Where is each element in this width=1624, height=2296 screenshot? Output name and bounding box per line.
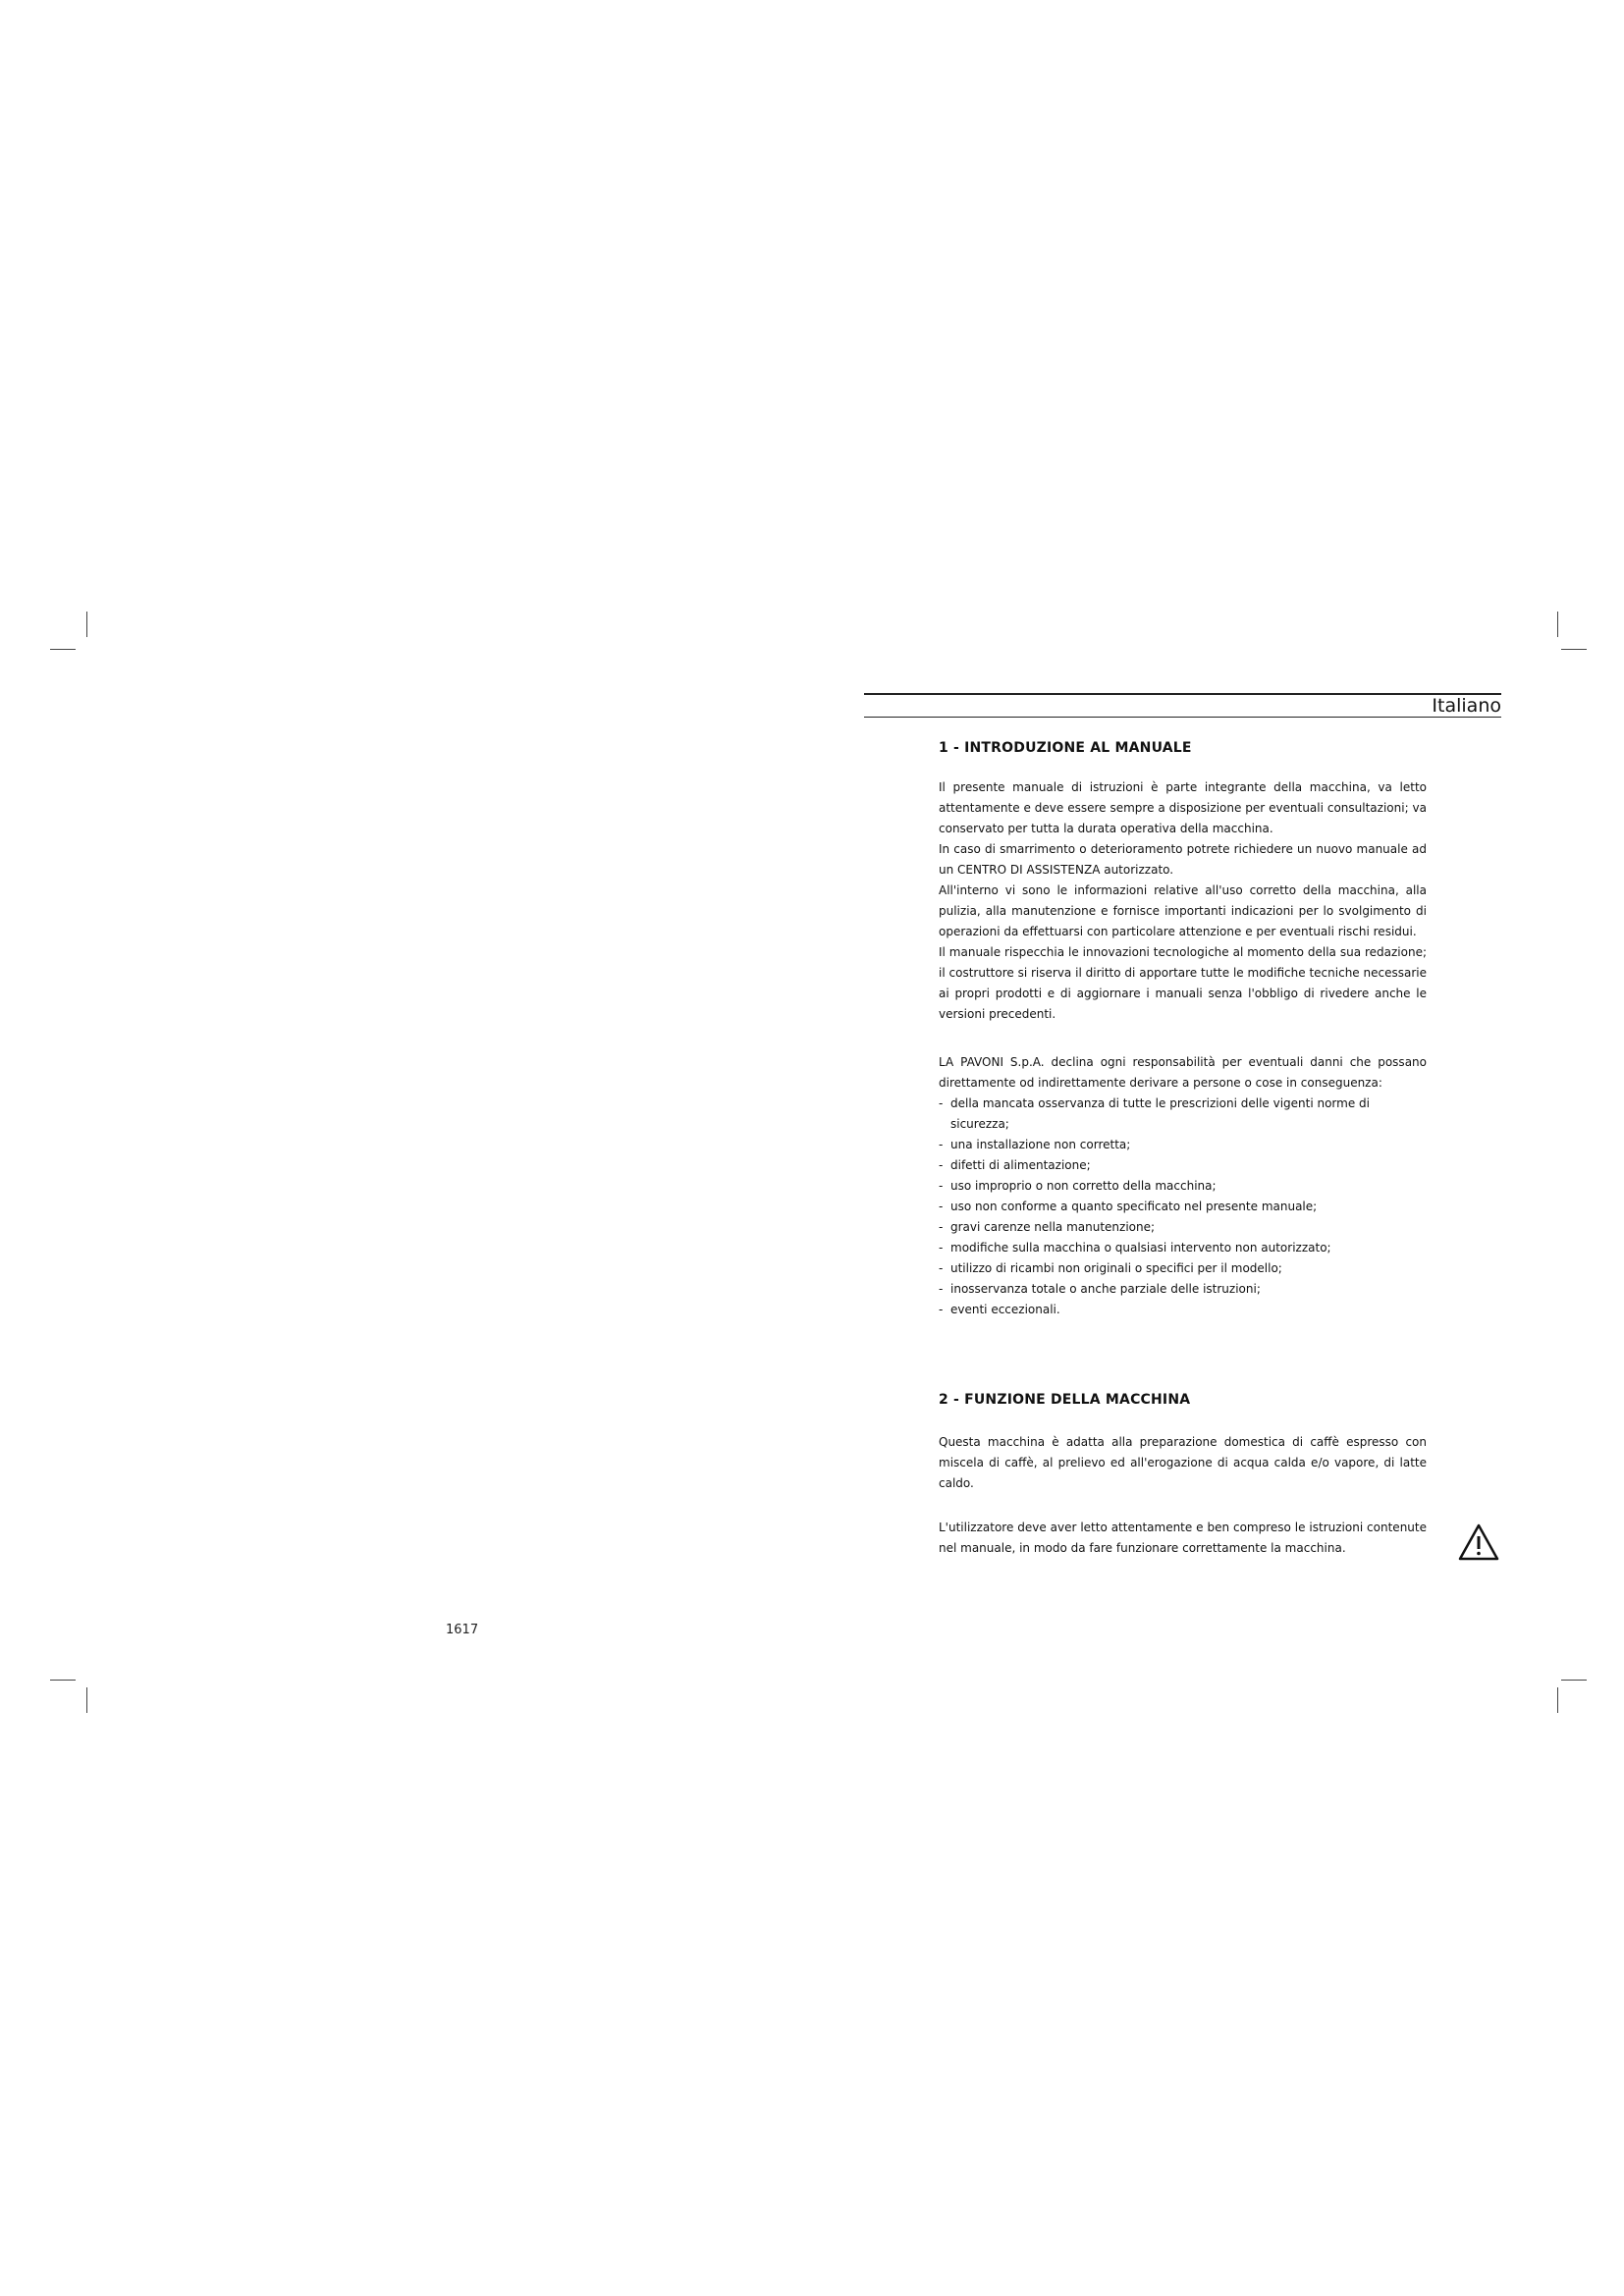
crop-mark xyxy=(50,1680,76,1681)
crop-mark xyxy=(86,612,87,637)
paragraph: All'interno vi sono le informazioni relative all'uso corretto della macchina, alla pulizia, alla manutenzione e fornisce importanti indicazioni per lo svolgimento di operazioni da effettuarsi con particolare attenzione e per eventuali rischi residui. xyxy=(939,883,1427,938)
header-rule-bottom xyxy=(864,717,1501,718)
header-rule xyxy=(864,693,1501,695)
list-item: - utilizzo di ricambi non originali o specifici per il modello; xyxy=(939,1258,1427,1279)
crop-mark xyxy=(1557,612,1558,637)
language-label: Italiano xyxy=(1432,695,1501,717)
list-item: - uso non conforme a quanto specificato nel presente manuale; xyxy=(939,1197,1427,1217)
list-item: - una installazione non corretta; xyxy=(939,1135,1427,1155)
section-1-title: 1 - INTRODUZIONE AL MANUALE xyxy=(939,740,1192,756)
warning-triangle-icon xyxy=(1457,1522,1500,1562)
section-2-title: 2 - FUNZIONE DELLA MACCHINA xyxy=(939,1392,1191,1408)
crop-mark xyxy=(1561,1680,1587,1681)
disclaimer-paragraph: LA PAVONI S.p.A. declina ogni responsabilità per eventuali danni che possano direttamente od indirettamente derivare a persone o cose in conseguenza: xyxy=(939,1055,1427,1090)
list-item: - uso improprio o non corretto della macchina; xyxy=(939,1176,1427,1197)
list-item: - della mancata osservanza di tutte le prescrizioni delle vigenti norme di sicurezza; xyxy=(939,1094,1427,1135)
liability-list xyxy=(939,1094,1427,1320)
list-item: - modifiche sulla macchina o qualsiasi intervento non autorizzato; xyxy=(939,1238,1427,1258)
list-item: - eventi eccezionali. xyxy=(939,1300,1427,1320)
section-2-note: L'utilizzatore deve aver letto attentamente e ben compreso le istruzioni contenute nel manuale, in modo da fare funzionare correttamente la macchina. xyxy=(939,1521,1427,1555)
crop-mark xyxy=(1557,1687,1558,1713)
section-2-body: Questa macchina è adatta alla preparazione domestica di caffè espresso con miscela di caffè, al prelievo ed all'erogazione di acqua calda e/o vapore, di latte caldo. xyxy=(939,1435,1427,1490)
paragraph: Il presente manuale di istruzioni è parte integrante della macchina, va letto attentamente e deve essere sempre a disposizione per eventuali consultazioni; va conservato per tutta la durata operativa della macchina. xyxy=(939,780,1427,835)
crop-mark xyxy=(86,1687,87,1713)
list-item: - gravi carenze nella manutenzione; xyxy=(939,1217,1427,1238)
paragraph: In caso di smarrimento o deterioramento potrete richiedere un nuovo manuale ad un CENTRO DI ASSISTENZA autorizzato. xyxy=(939,842,1427,877)
crop-mark xyxy=(1561,649,1587,650)
crop-mark xyxy=(50,649,76,650)
page-number: 1617 xyxy=(446,1623,479,1637)
list-item: - difetti di alimentazione; xyxy=(939,1155,1427,1176)
section-1-body xyxy=(939,777,1427,1025)
paragraph: Il manuale rispecchia le innovazioni tecnologiche al momento della sua redazione; il costruttore si riserva il diritto di apportare tutte le modifiche tecniche necessarie ai propri prodotti e di aggiornare i manuali senza l'obbligo di rivedere anche le versioni precedenti. xyxy=(939,945,1427,1021)
list-item: - inosservanza totale o anche parziale delle istruzioni; xyxy=(939,1279,1427,1300)
